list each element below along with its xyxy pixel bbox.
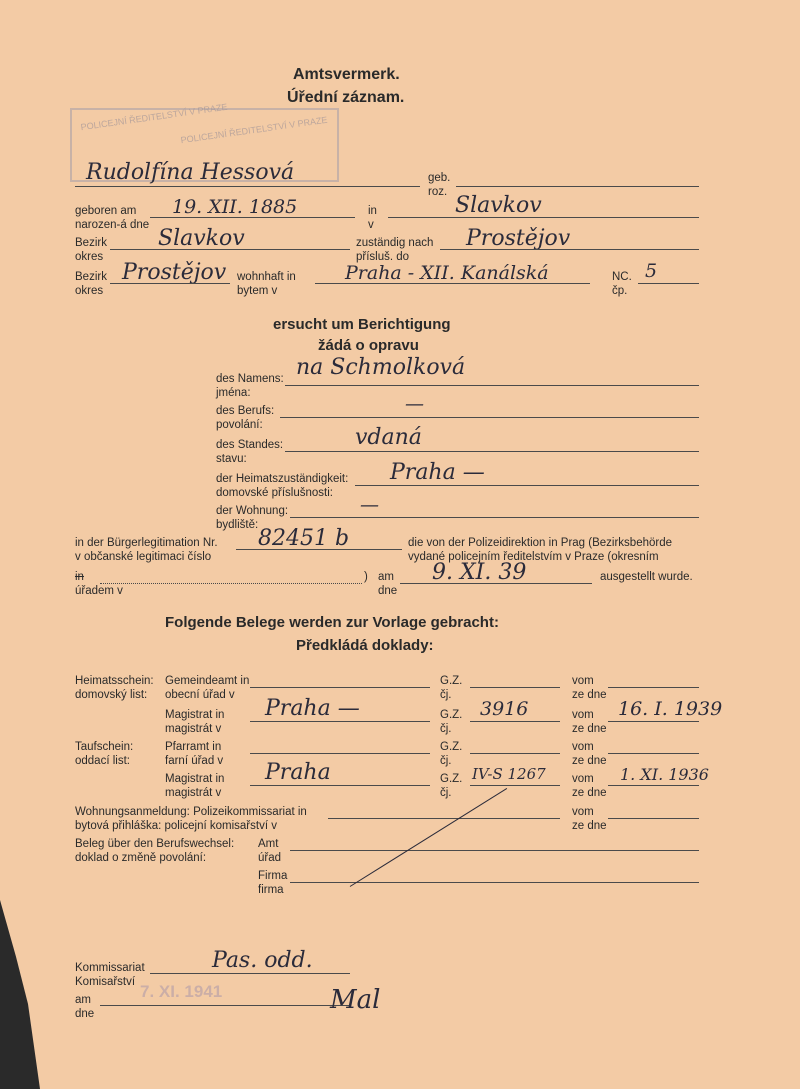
zustandig-line <box>440 249 699 250</box>
in-struck-label: in <box>75 571 84 583</box>
birthplace-value: Slavkov <box>455 193 542 218</box>
amt-cs: úřad <box>258 852 282 864</box>
zedne-label-2: ze dne <box>572 723 607 735</box>
bezirk2-line <box>110 283 230 284</box>
date-stamp: 7. XI. 1941 <box>140 982 223 1001</box>
issue-date-line <box>400 583 592 584</box>
vom-line-4 <box>608 785 699 786</box>
pfarramt-de: Pfarramt in <box>165 741 222 753</box>
vom-line-5 <box>608 818 699 819</box>
page-shadow <box>0 900 40 1089</box>
kommissariat-de: Kommissariat <box>75 962 145 974</box>
magistrat-line-1 <box>250 721 430 722</box>
jmena-label: jména: <box>216 387 251 399</box>
kommissariat-cs: Komisařství <box>75 976 136 988</box>
gz-line-4 <box>470 785 560 786</box>
born-label-cs: narozen-á dne <box>75 219 150 231</box>
issuer-cs: vydané policejním ředitelstvím v Praze (okresním <box>408 551 659 563</box>
legit-no-value: 82451 b <box>258 526 350 551</box>
born-line <box>150 217 355 218</box>
berufs-value: — <box>405 393 424 415</box>
bezirk2-value: Prostějov <box>122 260 227 285</box>
issuer-de: die von der Polizeidirektion in Prag (Bezirksbehörde <box>408 537 673 549</box>
domov-label: domovské příslušnosti: <box>216 487 333 499</box>
vom-line-2 <box>608 721 699 722</box>
wohnungsanmeldung-cs: bytová přihláška: policejní komisařství v <box>75 820 277 832</box>
magistrat-cs-2: magistrát v <box>165 787 222 799</box>
wohnhaft-value: Praha - XII. Kanálská <box>345 262 549 284</box>
footer-am-label: am <box>75 994 91 1006</box>
bytem-label: bytem v <box>237 285 278 297</box>
pfarramt-cs: farní úřad v <box>165 755 224 767</box>
wohnung-value: — <box>360 494 379 516</box>
taufschein-de: Taufschein: <box>75 741 134 753</box>
vom-label-4: vom <box>572 773 594 785</box>
standes-label: des Standes: <box>216 439 284 451</box>
dne-label: dne <box>378 585 398 597</box>
bezirk-line <box>110 249 350 250</box>
vom-label-3: vom <box>572 741 594 753</box>
magistrat-de-1: Magistrat in <box>165 709 225 721</box>
gemeindeamt-line <box>250 687 430 688</box>
documents-heading-de: Folgende Belege werden zur Vorlage gebracht: <box>165 614 499 631</box>
name-line <box>75 186 420 187</box>
cj-label-2: čj. <box>440 723 452 735</box>
heimat-vom-value: 16. I. 1939 <box>618 698 723 720</box>
legit-label-de: in der Bürgerlegitimation Nr. <box>75 537 218 549</box>
heimat-label: der Heimatszuständigkeit: <box>216 473 349 485</box>
berufs-line <box>280 417 699 418</box>
wohnung-line <box>328 818 560 819</box>
heimatschein-de: Heimatsschein: <box>75 675 154 687</box>
vom-line-1 <box>608 687 699 688</box>
bezirk-value: Slavkov <box>158 226 245 251</box>
born-date-value: 19. XII. 1885 <box>172 196 298 218</box>
amt-line <box>290 850 699 851</box>
gz-label-1: G.Z. <box>440 675 463 687</box>
person-name-value: Rudolfína Hessová <box>86 160 295 185</box>
wohnung-label: der Wohnung: <box>216 505 289 517</box>
v-label: v <box>368 219 374 231</box>
vom-line-3 <box>608 753 699 754</box>
cj-label-4: čj. <box>440 787 452 799</box>
zustandig-value: Prostějov <box>466 226 571 251</box>
gz-label-4: G.Z. <box>440 773 463 785</box>
issue-date-value: 9. XI. 39 <box>432 560 527 585</box>
stavu-label: stavu: <box>216 453 247 465</box>
vom-label-2: vom <box>572 709 594 721</box>
request-heading-de: ersucht um Berichtigung <box>273 316 451 333</box>
office-stamp-text: POLICEJNÍ ŘEDITELSTVÍ V PRAZE <box>80 101 229 133</box>
kommissariat-line <box>150 973 350 974</box>
footer-date-line <box>100 1005 350 1006</box>
footer-dne-label: dne <box>75 1008 95 1020</box>
gz-line-1 <box>470 687 560 688</box>
gz-line-3 <box>470 753 560 754</box>
magistrat-cs-1: magistrát v <box>165 723 222 735</box>
gz-line-2 <box>470 721 560 722</box>
legit-label-cs: v občanské legitimaci číslo <box>75 551 212 563</box>
firma-line <box>290 882 699 883</box>
taufschein-cs: oddací list: <box>75 755 130 767</box>
okres2-label: okres <box>75 285 104 297</box>
uradem-label: úřadem v <box>75 585 123 597</box>
heimat-gz-value: 3916 <box>480 698 529 720</box>
zedne-label-1: ze dne <box>572 689 607 701</box>
wohnhaft-label: wohnhaft in <box>237 271 296 283</box>
wohnungsanmeldung-de: Wohnungsanmeldung: Polizeikommissariat in <box>75 806 307 818</box>
zedne-label-4: ze dne <box>572 787 607 799</box>
vom-label-5: vom <box>572 806 594 818</box>
nc-line <box>638 283 699 284</box>
heimat-magistrat-value: Praha — <box>265 696 360 721</box>
wohnung-line <box>290 517 699 518</box>
tauf-vom-value: 1. XI. 1936 <box>620 765 709 784</box>
povolani-label: povolání: <box>216 419 263 431</box>
gemeindeamt-cs: obecní úřad v <box>165 689 235 701</box>
nc-label: NC. <box>612 271 632 283</box>
amt-de: Amt <box>258 838 279 850</box>
heimat-value: Praha — <box>390 460 485 485</box>
bezirk-label: Bezirk <box>75 237 107 249</box>
am-label: am <box>378 571 394 583</box>
beleg-cs: doklad o změně povolání: <box>75 852 207 864</box>
prislus-label: přísluš. do <box>356 251 410 263</box>
berufs-label: des Berufs: <box>216 405 275 417</box>
roz-label: roz. <box>428 186 448 198</box>
gemeindeamt-de: Gemeindeamt in <box>165 675 250 687</box>
paren-close: ) <box>364 571 368 583</box>
beleg-de: Beleg über den Berufswechsel: <box>75 838 235 850</box>
tauf-gz-value: IV-S 1267 <box>472 765 546 783</box>
wohnhaft-line <box>315 283 590 284</box>
standes-value: vdaná <box>355 425 422 450</box>
signature: Mal <box>330 985 381 1015</box>
ausgestellt-label: ausgestellt wurde. <box>600 571 693 583</box>
heimat-line <box>355 485 699 486</box>
bydliste-label: bydliště: <box>216 519 259 531</box>
cj-label-1: čj. <box>440 689 452 701</box>
bezirk2-label: Bezirk <box>75 271 107 283</box>
request-heading-cs: žádá o opravu <box>318 337 419 354</box>
title-cs: Úřední záznam. <box>287 89 405 106</box>
okres-label: okres <box>75 251 104 263</box>
firma-cs: firma <box>258 884 284 896</box>
standes-line <box>285 451 699 452</box>
zedne-label-5: ze dne <box>572 820 607 832</box>
gz-label-2: G.Z. <box>440 709 463 721</box>
namens-line <box>285 385 699 386</box>
born-label-de: geboren am <box>75 205 137 217</box>
tauf-magistrat-value: Praha <box>265 760 331 785</box>
magistrat-de-2: Magistrat in <box>165 773 225 785</box>
heimatschein-cs: domovský list: <box>75 689 148 701</box>
office-stamp-text-2: POLICEJNÍ ŘEDITELSTVÍ V PRAZE <box>180 114 329 146</box>
geb-label: geb. <box>428 172 451 184</box>
in-label: in <box>368 205 377 217</box>
namens-label: des Namens: <box>216 373 284 385</box>
uradem-line <box>100 583 362 584</box>
firma-de: Firma <box>258 870 288 882</box>
magistrat-line-2 <box>250 785 430 786</box>
birthplace-line <box>388 217 699 218</box>
geb-line <box>456 186 699 187</box>
kommissariat-value: Pas. odd. <box>212 948 313 973</box>
gz-label-3: G.Z. <box>440 741 463 753</box>
vom-label-1: vom <box>572 675 594 687</box>
zedne-label-3: ze dne <box>572 755 607 767</box>
cp-label: čp. <box>612 285 628 297</box>
legit-line <box>236 549 402 550</box>
title-de: Amtsvermerk. <box>293 66 400 83</box>
cancel-stroke <box>350 788 507 887</box>
documents-heading-cs: Předkládá doklady: <box>296 637 434 654</box>
namens-value: na Schmolková <box>296 355 466 380</box>
nc-value: 5 <box>645 260 658 282</box>
cj-label-3: čj. <box>440 755 452 767</box>
zustandig-label: zuständig nach <box>356 237 434 249</box>
pfarramt-line <box>250 753 430 754</box>
